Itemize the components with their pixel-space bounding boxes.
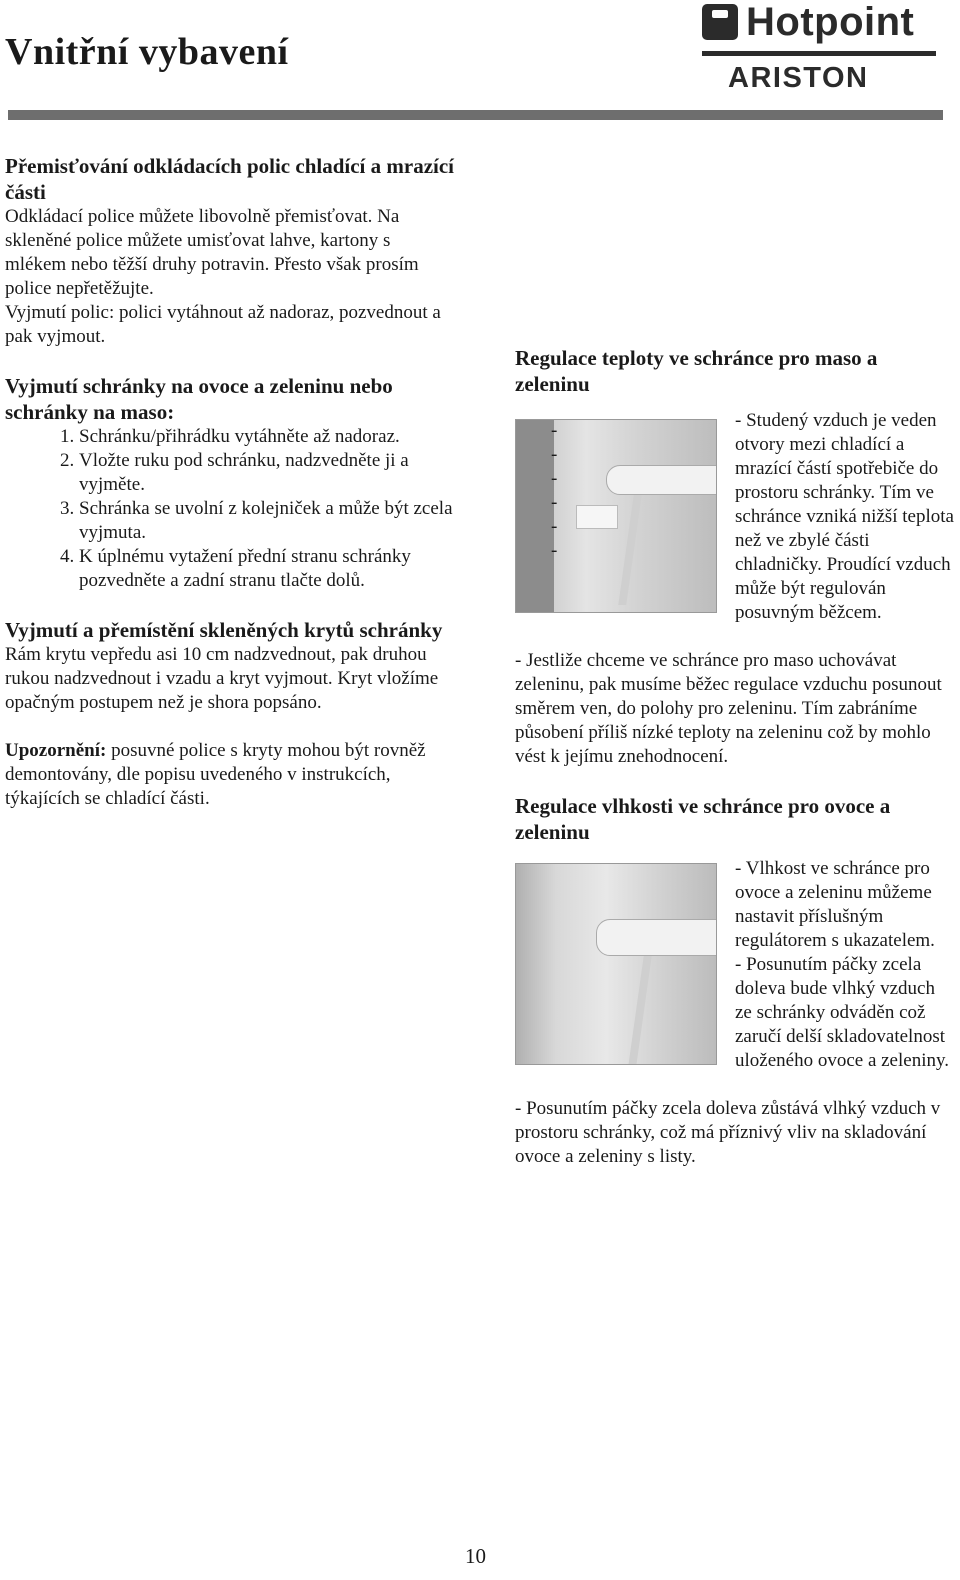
note-text: posuvné police s kryty mohou být rovněž demontovány, dle popisu uvedeného v instrukcích, týkajících se chladící části. [5, 740, 426, 809]
list-item: 2. Vložte ruku pod schránku, nadzvedněte ji a vyjměte. [79, 449, 455, 497]
drawer-photo-humidity [515, 863, 717, 1065]
right-column [515, 345, 955, 1169]
logo-mark-icon [702, 4, 738, 40]
logo-text-hotpoint: Hotpoint [746, 0, 915, 44]
drawer-photo-temperature [515, 419, 717, 613]
page-number: 10 [465, 1544, 486, 1568]
section-heading-glass-covers: Vyjmutí a přemístění skleněných krytů schránky [5, 618, 443, 642]
humidity-text-1: - Vlhkost ve schránce pro ovoce a zeleninu můžeme nastavit příslušným regulátorem s ukazatelem. [735, 858, 935, 951]
logo-text-ariston: ARISTON [728, 62, 869, 94]
section-heading-shelves: Přemisťování odkládacích polic chladící a mrazící části [5, 154, 454, 204]
list-item: 1. Schránku/přihrádku vytáhněte až nadoraz. [79, 425, 455, 449]
list-item: 3. Schránka se uvolní z kolejniček a může být zcela vyjmuta. [79, 497, 455, 545]
glass-covers-text: Rám krytu vepředu asi 10 cm nadzvednout, pak druhou rukou nadzvednout i vzadu a kryt vyjmout. Kryt vložíme opačným postupem než je shora popsáno. [5, 644, 439, 713]
temperature-text: - Studený vzduch je veden otvory mezi chladící a mrazící částí spotřebiče do prostoru schránky. Tím ve schránce vzniká nižší teplota než ve zbylé části chladničky. Proudící vzduch může být regulován posuvným běžcem. [735, 410, 954, 623]
shelves-removal-text: Vyjmutí polic: polici vytáhnout až nadoraz, pozvednout a pak vyjmout. [5, 302, 441, 347]
logo-divider [702, 51, 936, 56]
brand-logo [702, 0, 938, 95]
page-title: Vnitřní vybavení [5, 31, 289, 73]
note-label: Upozornění: [5, 740, 107, 761]
section-heading-drawer-removal: Vyjmutí schránky na ovoce a zeleninu nebo schránky na maso: [5, 374, 393, 424]
humidity-figure-block [515, 857, 955, 1073]
header-rule [8, 110, 943, 120]
list-item: 4. K úplnému vytažení přední stranu schránky pozvedněte a zadní stranu tlačte dolů. [79, 545, 455, 593]
temperature-vegetable-text: - Jestliže chceme ve schránce pro maso uchovávat zeleninu, pak musíme běžec regulace vzduchu posunout směrem ven, do polohy pro zeleninu. Tím zabráníme působení příliš nízké teploty na zeleninu což by mohlo vést k jejímu znehodnocení. [515, 650, 942, 767]
shelves-text: Odkládací police můžete libovolně přemisťovat. Na skleněné police můžete umisťovat lahve, kartony s mlékem nebo těžší druhy potravin. Přesto však prosím police nepřetěžujte. [5, 206, 419, 299]
left-column [5, 153, 455, 811]
note-paragraph [5, 739, 455, 811]
section-heading-temperature: Regulace teploty ve schránce pro maso a zeleninu [515, 346, 878, 396]
temperature-figure-block [515, 409, 955, 625]
photo-dash-marks: - - - - - - [551, 420, 558, 561]
section-heading-humidity: Regulace vlhkosti ve schránce pro ovoce a zeleninu [515, 794, 891, 844]
removal-steps-list [5, 425, 455, 593]
humidity-text-3: - Posunutím páčky zcela doleva zůstává vlhký vzduch v prostoru schránky, což má příznivý vliv na skladování ovoce a zeleniny s listy. [515, 1098, 941, 1167]
humidity-text-2: - Posunutím páčky zcela doleva bude vlhký vzduch ze schránky odváděn což zaručí delší skladovatelnost uloženého ovoce a zeleniny. [735, 954, 950, 1071]
